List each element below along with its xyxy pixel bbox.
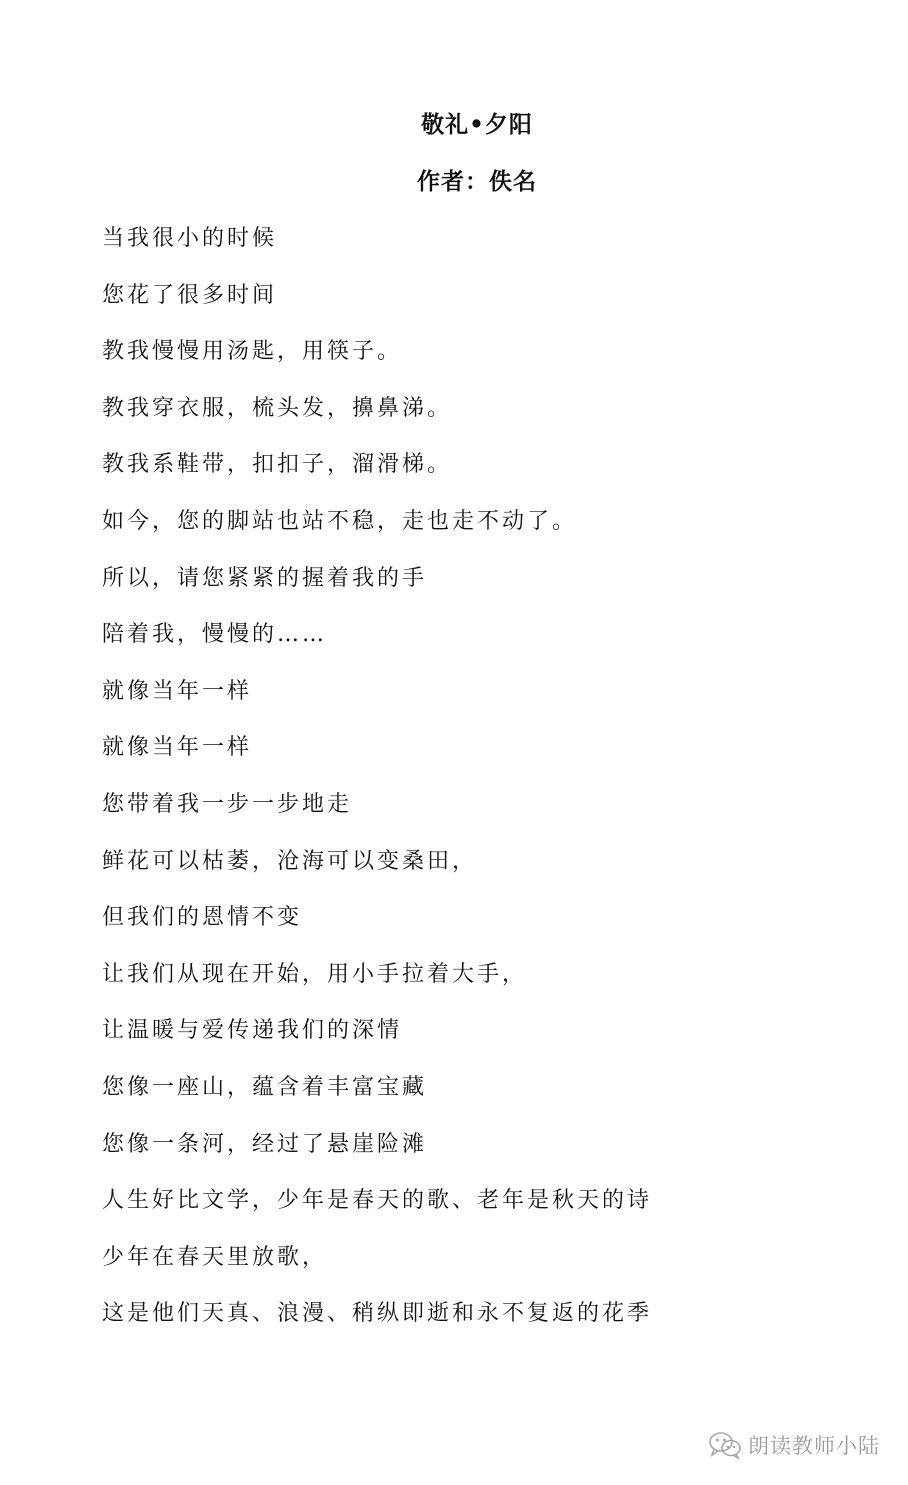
poem-line: 就像当年一样 [102,735,253,761]
watermark [708,1428,880,1462]
poem-line: 教我穿衣服，梳头发，擤鼻涕。 [102,395,453,421]
poem-line: 让我们从现在开始，用小手拉着大手， [102,961,528,987]
poem-line: 但我们的恩情不变 [102,905,303,931]
poem-line: 就像当年一样 [102,678,253,704]
poem-line: 您像一条河，经过了悬崖险滩 [102,1131,428,1157]
poem-line: 教我慢慢用汤匙，用筷子。 [102,339,403,365]
poem-line: 少年在春天里放歌， [102,1244,328,1270]
poem-line: 您花了很多时间 [102,282,278,308]
poem-line: 当我很小的时候 [102,226,278,251]
poem-line: 让温暖与爱传递我们的深情 [102,1018,403,1044]
poem-line: 如今，您的脚站也站不稳，走也走不动了。 [102,508,578,534]
poem-line: 鲜花可以枯萎，沧海可以变桑田， [102,848,478,874]
poem-title: 敬礼•夕阳 [421,111,533,138]
poem-body [102,222,652,1354]
poem-line: 教我系鞋带，扣扣子，溜滑梯。 [102,452,453,478]
poem-line: 所以，请您紧紧的握着我的手 [102,565,428,591]
watermark-text: 朗读教师小陆 [748,1434,880,1458]
poem-line: 您带着我一步一步地走 [102,791,353,817]
poem-author: 作者：佚名 [417,168,537,195]
wechat-icon [708,1430,742,1460]
poem-line: 人生好比文学，少年是春天的歌、老年是秋天的诗 [102,1188,653,1214]
poem-line: 这是他们天真、浪漫、稍纵即逝和永不复返的花季 [102,1301,653,1327]
poem-line: 陪着我，慢慢的…… [102,622,328,648]
poem-line: 您像一座山，蕴含着丰富宝藏 [102,1074,428,1100]
